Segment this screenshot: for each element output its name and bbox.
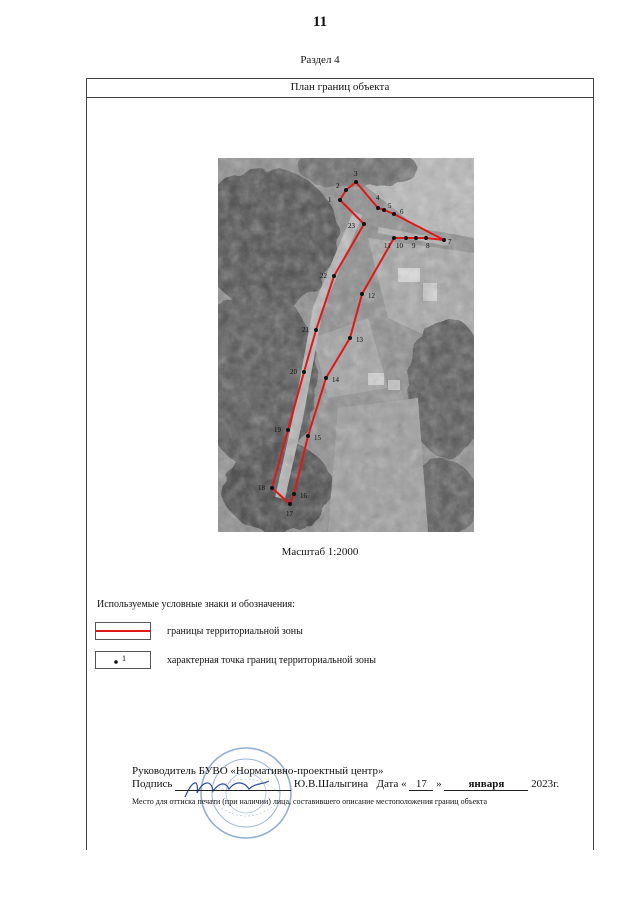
legend-point-label: характерная точка границ территориальной зоны [167, 655, 376, 666]
boundary-point-label-9: 9 [412, 242, 416, 250]
boundary-point-11 [392, 236, 396, 240]
boundary-point-23 [362, 222, 366, 226]
boundary-point-14 [324, 376, 328, 380]
section-heading: Раздел 4 [300, 54, 340, 66]
boundary-point-3 [354, 180, 358, 184]
point-marker-icon [96, 652, 150, 668]
boundary-point-20 [302, 370, 306, 374]
boundary-point-label-4: 4 [376, 194, 380, 202]
boundary-point-label-23: 23 [348, 222, 355, 230]
boundary-point-15 [306, 434, 310, 438]
boundary-point-22 [332, 274, 336, 278]
boundary-point-8 [424, 236, 428, 240]
boundary-point-19 [286, 428, 290, 432]
page-number: 11 [312, 14, 328, 30]
boundary-point-10 [404, 236, 408, 240]
boundary-point-12 [360, 292, 364, 296]
boundary-point-21 [314, 328, 318, 332]
boundary-point-label-17: 17 [286, 510, 293, 518]
signature-underline [175, 778, 291, 791]
legend-point-number: 1 [122, 654, 126, 663]
boundary-point-6 [392, 212, 396, 216]
boundary-point-label-13: 13 [356, 336, 363, 344]
boundary-point-label-22: 22 [320, 272, 327, 280]
boundary-point-2 [344, 188, 348, 192]
boundary-point-18 [270, 486, 274, 490]
boundary-point-label-21: 21 [302, 326, 309, 334]
boundary-point-label-15: 15 [314, 434, 321, 442]
legend-line-label: границы территориальной зоны [167, 626, 303, 637]
boundary-point-label-12: 12 [368, 292, 375, 300]
boundary-point-label-10: 10 [396, 242, 403, 250]
aerial-map [218, 158, 474, 532]
boundary-point-5 [382, 208, 386, 212]
legend-point-sample [95, 651, 151, 669]
boundary-point-label-8: 8 [426, 242, 430, 250]
red-line-icon [96, 623, 150, 639]
boundary-point-17 [288, 502, 292, 506]
boundary-point-1 [338, 198, 342, 202]
boundary-point-9 [414, 236, 418, 240]
date-close-quote: » [436, 778, 442, 790]
boundary-point-label-3: 3 [354, 170, 358, 178]
signer-name: Ю.В.Шалыгина [293, 778, 369, 790]
boundary-point-label-16: 16 [300, 492, 307, 500]
boundary-point-label-1: 1 [328, 196, 332, 204]
boundary-point-label-2: 2 [336, 182, 340, 190]
boundary-point-16 [292, 492, 296, 496]
boundary-point-label-18: 18 [258, 484, 265, 492]
boundary-point-label-14: 14 [332, 376, 339, 384]
position-title: Руководитель БУВО «Нормативно-проектный центр» [132, 765, 384, 777]
boundary-point-4 [376, 206, 380, 210]
date-month: января [444, 778, 528, 791]
boundary-point-label-19: 19 [274, 426, 281, 434]
legend-title: Используемые условные знаки и обозначения: [97, 599, 295, 610]
boundary-point-13 [348, 336, 352, 340]
boundary-point-label-6: 6 [400, 208, 404, 216]
legend-line-sample [95, 622, 151, 640]
boundary-point-label-7: 7 [448, 238, 452, 246]
signature-line [132, 778, 559, 791]
signature-block [132, 765, 559, 806]
date-day: 17 [409, 778, 433, 791]
date-year: 2023г. [531, 778, 560, 790]
aerial-map-image [218, 158, 474, 532]
boundary-point-label-11: 11 [384, 242, 391, 250]
boundary-point-label-5: 5 [388, 202, 392, 210]
sign-label: Подпись [132, 778, 173, 790]
stamp-note: Место для оттиска печати (при наличии) лица, составившего описание местоположения границ объекта [132, 797, 488, 806]
date-label: Дата « [376, 778, 407, 790]
boundary-point-7 [442, 238, 446, 242]
map-scale: Масштаб 1:2000 [281, 546, 359, 558]
boundary-point-label-20: 20 [290, 368, 297, 376]
frame-title: План границ объекта [86, 78, 594, 98]
